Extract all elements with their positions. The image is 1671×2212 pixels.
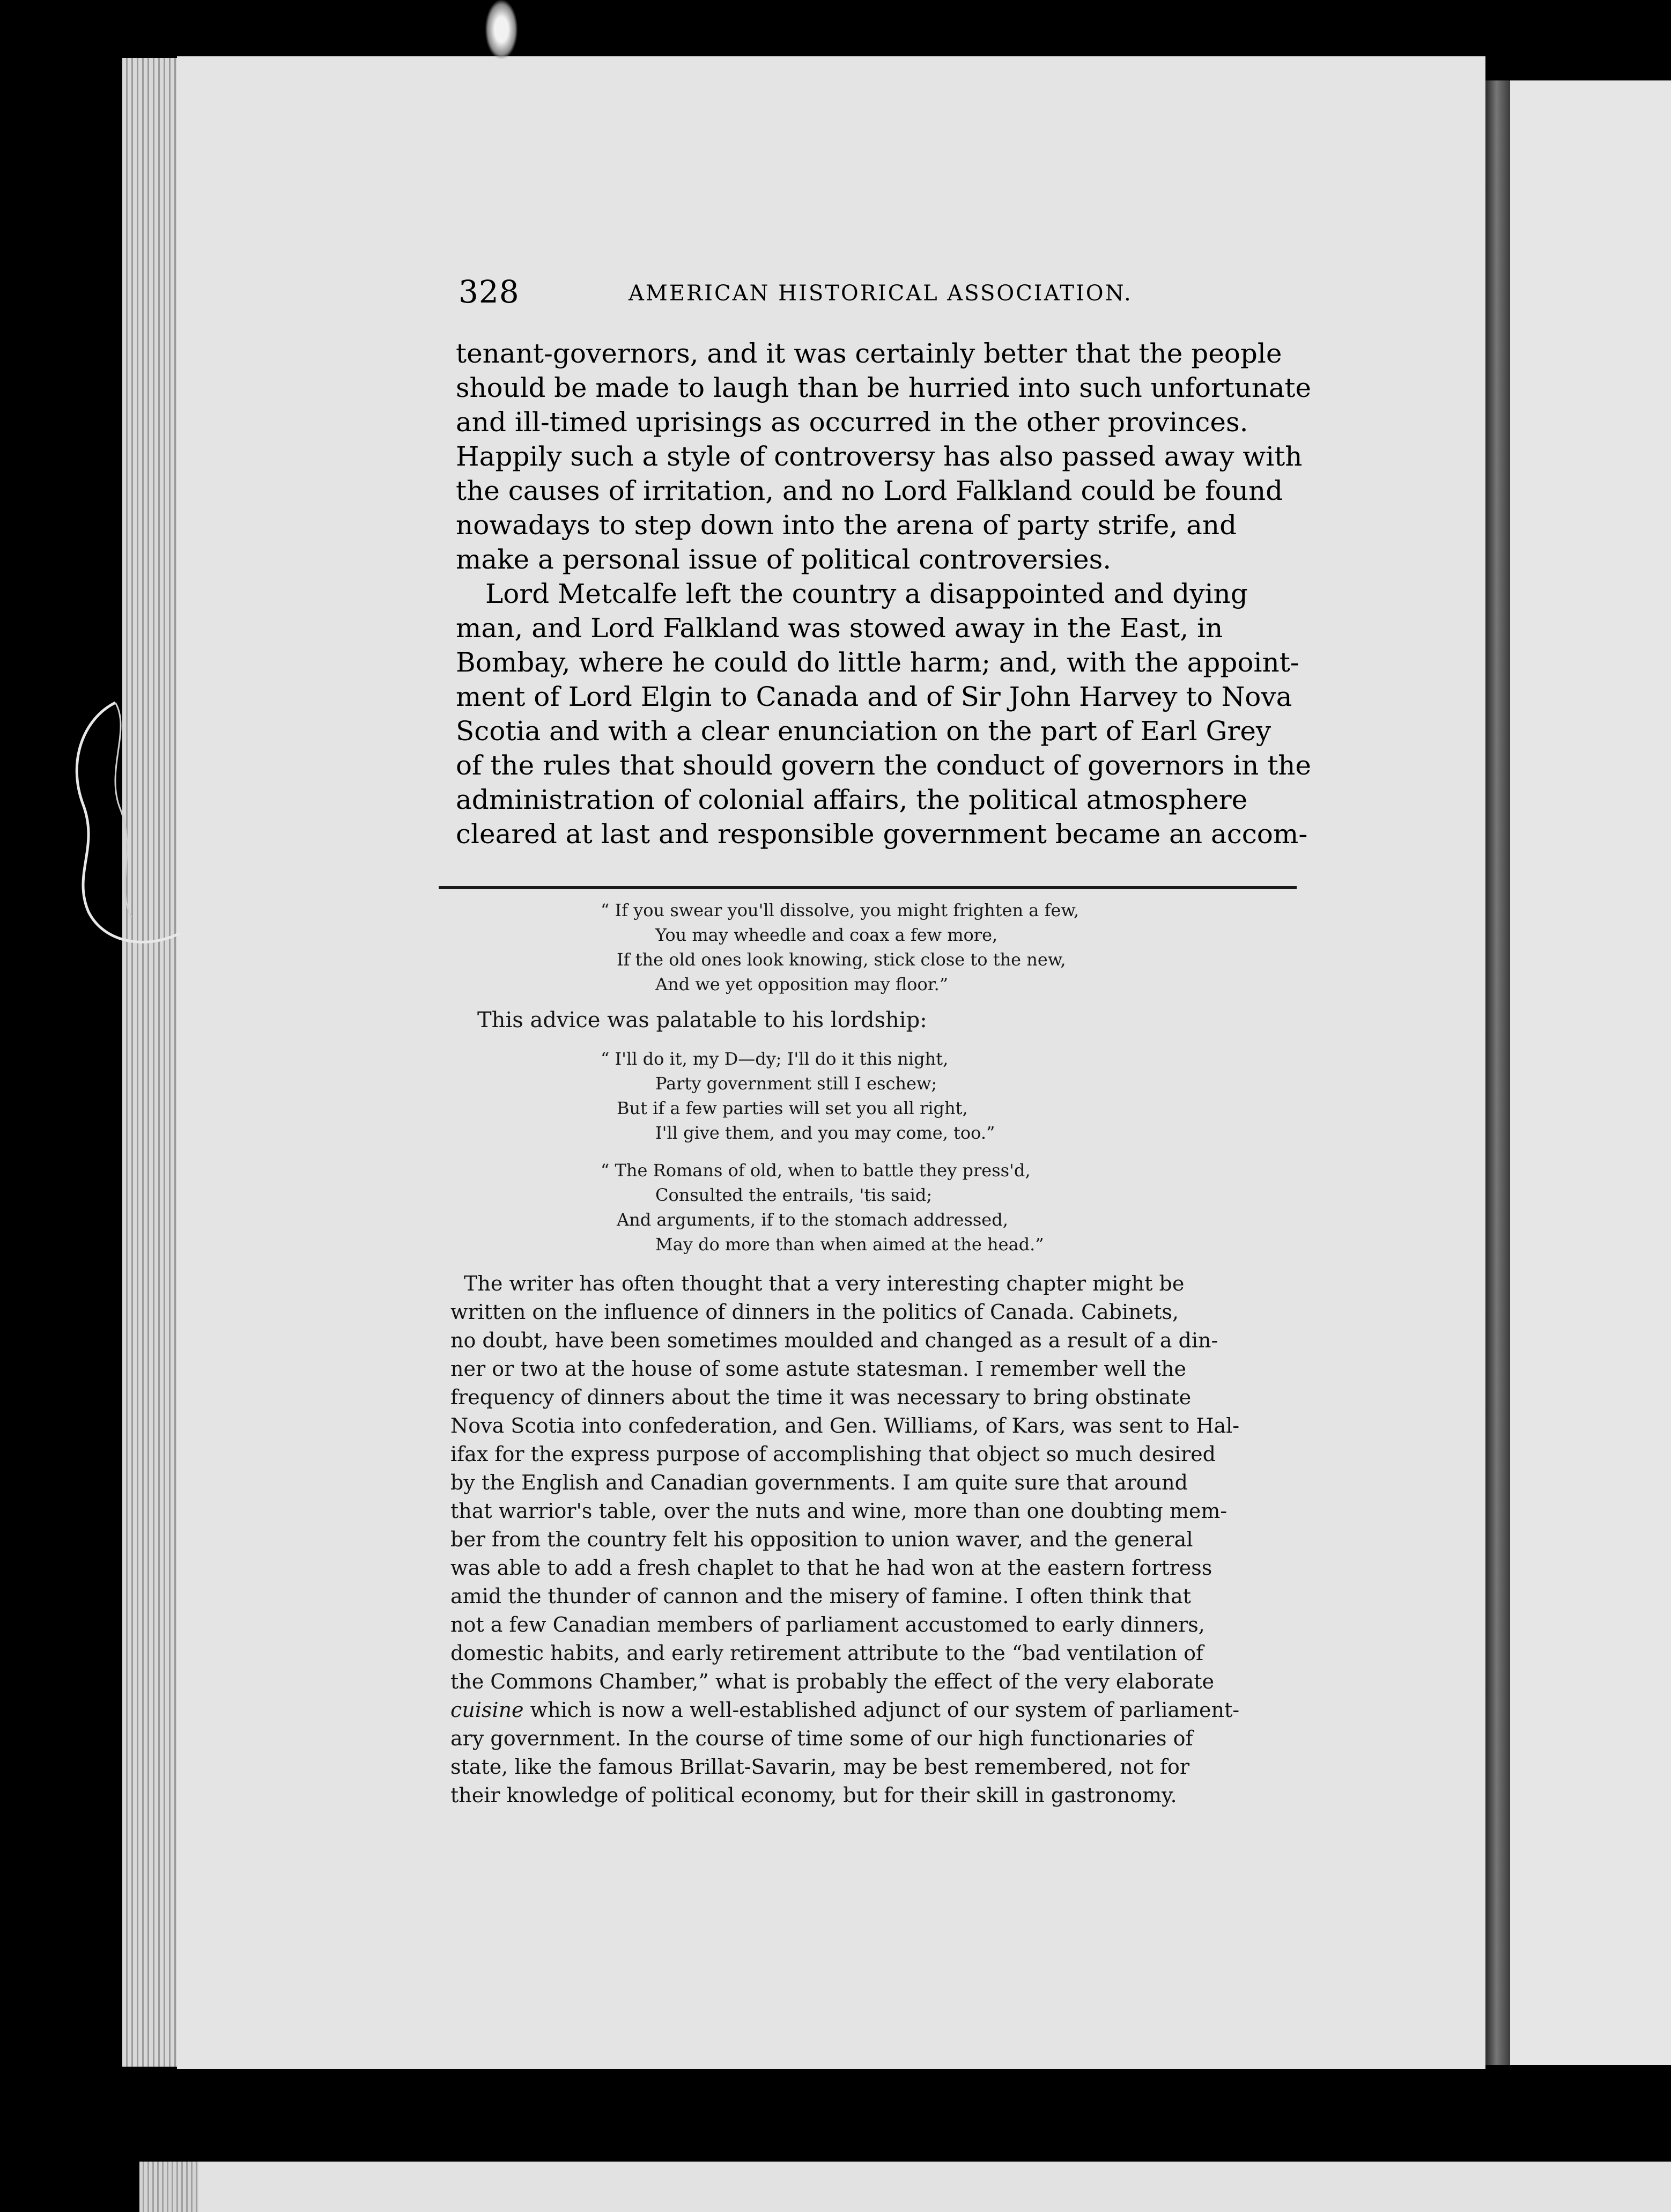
footnote-line: not a few Canadian members of parliament accustomed to early dinners,	[450, 1613, 1205, 1636]
verse-lead: This advice was palatable to his lordship:	[477, 1008, 927, 1033]
text-line: Lord Metcalfe left the country a disappointed and dying	[485, 578, 1248, 609]
footnote-line: amid the thunder of cannon and the misery of famine. I often think that	[450, 1584, 1191, 1608]
text-line: nowadays to step down into the arena of party strife, and	[456, 510, 1237, 541]
verse-line: “ If you swear you'll dissolve, you might frighten a few,	[601, 900, 1080, 920]
footnote-line: Nova Scotia into confederation, and Gen. Williams, of Kars, was sent to Hal-	[450, 1414, 1240, 1437]
text-line: of the rules that should govern the conduct of governors in the	[456, 750, 1311, 781]
verse-line: You may wheedle and coax a few more,	[655, 925, 998, 945]
text-line: should be made to laugh than be hurried into such unfortunate	[456, 372, 1311, 403]
text-line: tenant-governors, and it was certainly better that the people	[456, 338, 1282, 369]
verse-line: But if a few parties will set you all right,	[617, 1098, 968, 1118]
footnote-line: The writer has often thought that a very interesting chapter might be	[464, 1272, 1185, 1295]
footnote-line: their knowledge of political economy, but for their skill in gastronomy.	[450, 1783, 1177, 1807]
text-line: cleared at last and responsible government became an accom-	[456, 819, 1308, 850]
verse-line: And arguments, if to the stomach addressed,	[617, 1210, 1008, 1230]
page-number: 328	[459, 274, 520, 310]
text-line: Happily such a style of controversy has also passed away with	[456, 441, 1303, 472]
footnote-line-rest: which is now a well-established adjunct of our system of parliament-	[523, 1698, 1240, 1722]
footnote-line: ary government. In the course of time some of our high functionaries of	[450, 1727, 1193, 1750]
verse-line: Consulted the entrails, 'tis said;	[655, 1185, 933, 1205]
footnote-line: ber from the country felt his opposition to union waver, and the general	[450, 1528, 1193, 1551]
footnote-rule	[439, 886, 1297, 889]
verse-line: If the old ones look knowing, stick close to the new,	[617, 949, 1066, 970]
verse-line: “ I'll do it, my D—dy; I'll do it this night,	[601, 1049, 949, 1069]
footnote-line: ifax for the express purpose of accomplishing that object so much desired	[450, 1442, 1216, 1466]
running-head	[459, 274, 1306, 316]
book-page-edges	[122, 58, 181, 2067]
footnote-line: no doubt, have been sometimes moulded and changed as a result of a din-	[450, 1329, 1218, 1352]
footnote-line: by the English and Canadian governments. I am quite sure that around	[450, 1471, 1188, 1494]
text-line: and ill-timed uprisings as occurred in the other provinces.	[456, 407, 1248, 438]
text-line: administration of colonial affairs, the political atmosphere	[456, 784, 1248, 815]
verse-line: Party government still I eschew;	[655, 1073, 937, 1094]
verse-line: May do more than when aimed at the head.”	[655, 1234, 1044, 1255]
footnote-line	[450, 1697, 1239, 1723]
text-line: man, and Lord Falkland was stowed away in the East, in	[456, 613, 1223, 644]
footnote-line: the Commons Chamber,” what is probably the effect of the very elaborate	[450, 1670, 1214, 1693]
verse-line: And we yet opposition may floor.”	[655, 974, 949, 994]
footnote-line: that warrior's table, over the nuts and wine, more than one doubting mem-	[450, 1499, 1228, 1523]
running-title: AMERICAN HISTORICAL ASSOCIATION.	[629, 281, 1133, 306]
text-line: make a personal issue of political controversies.	[456, 544, 1112, 575]
scan-blot	[485, 0, 517, 59]
footnote-line: was able to add a fresh chaplet to that he had won at the eastern fortress	[450, 1556, 1212, 1580]
footnote-line: written on the influence of dinners in the politics of Canada. Cabinets,	[450, 1300, 1179, 1324]
footnote-line: domestic habits, and early retirement attribute to the “bad ventilation of	[450, 1641, 1204, 1665]
facing-page-edge	[1510, 80, 1671, 2065]
footnote-line: frequency of dinners about the time it was necessary to bring obstinate	[450, 1385, 1192, 1409]
text-line: the causes of irritation, and no Lord Falkland could be found	[456, 475, 1283, 506]
stray-thread	[51, 697, 190, 955]
footnote-line: state, like the famous Brillat-Savarin, may be best remembered, not for	[450, 1755, 1190, 1779]
text-line: ment of Lord Elgin to Canada and of Sir John Harvey to Nova	[456, 681, 1292, 712]
next-page-face	[198, 2162, 1671, 2212]
gutter-shadow	[1485, 80, 1510, 2065]
footnote-line: ner or two at the house of some astute statesman. I remember well the	[450, 1357, 1187, 1381]
verse-line: “ The Romans of old, when to battle they press'd,	[601, 1160, 1031, 1181]
verse-line: I'll give them, and you may come, too.”	[655, 1123, 995, 1143]
italic-word: cuisine	[450, 1698, 524, 1722]
text-line: Bombay, where he could do little harm; and, with the appoint-	[456, 647, 1299, 678]
text-line: Scotia and with a clear enunciation on the part of Earl Grey	[456, 716, 1271, 747]
